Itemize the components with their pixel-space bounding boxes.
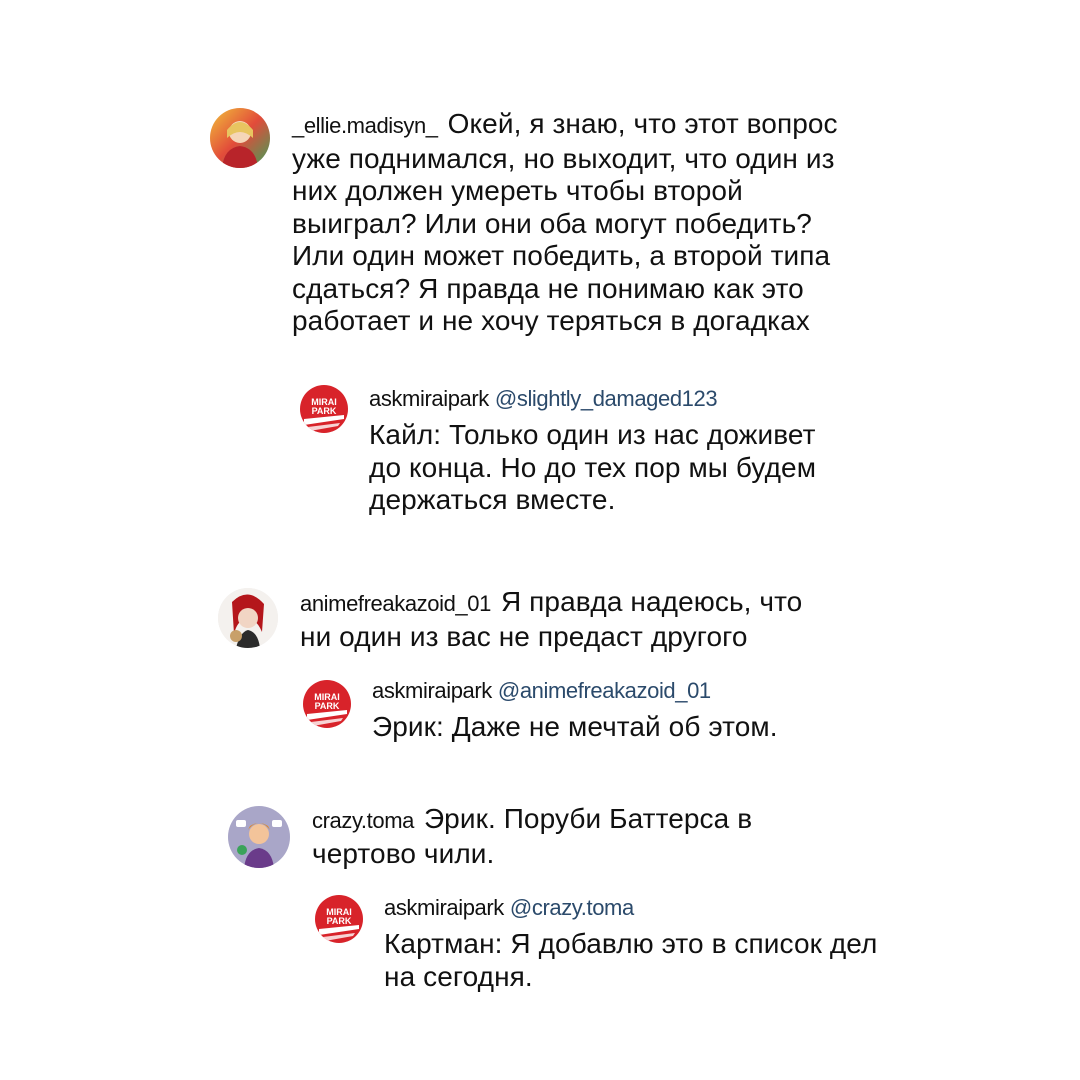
reply-body [372, 677, 852, 744]
ellie-avatar-icon [210, 108, 270, 168]
mirai-park-logo-icon [315, 895, 363, 943]
anime-avatar-icon [218, 588, 278, 648]
reply-username[interactable]: askmiraipark [384, 895, 504, 920]
comment-username[interactable]: animefreakazoid_01 [300, 591, 491, 616]
reply-header [372, 677, 852, 705]
comment-text: Окей, я знаю, что этот вопрос уже поднимался, но выходит, что один из них должен умереть чтобы второй выиграл? Или они оба могут победить? Или один может победить, а второй типа сдаться? Я правда не понимаю как это работает и не хочу теряться в догадках [292, 108, 838, 336]
reply-mention-link[interactable]: @crazy.toma [509, 895, 634, 920]
reply-header [369, 385, 849, 413]
reply-username[interactable]: askmiraipark [372, 678, 492, 703]
comment-username[interactable]: _ellie.madisyn_ [292, 113, 438, 138]
comment-text: Эрик. Поруби Баттерса в чертово чили. [312, 803, 753, 869]
reply-username[interactable]: askmiraipark [369, 386, 489, 411]
reply-body [369, 385, 849, 517]
reply-text: Кайл: Только один из нас доживет до конца. Но до тех пор мы будем держаться вместе. [369, 419, 817, 515]
comment-body [312, 803, 792, 870]
mirai-park-logo-icon [303, 680, 351, 728]
reply-mention-link[interactable]: @animefreakazoid_01 [497, 678, 711, 703]
user-avatar-icon[interactable] [218, 588, 278, 648]
reply-body [384, 894, 904, 993]
logo-text-1: MIRAI [311, 397, 337, 407]
comment-body [292, 108, 852, 338]
brand-avatar-icon[interactable] [303, 680, 351, 728]
logo-text-2: PARK [326, 916, 352, 926]
reply-text: Эрик: Даже не мечтай об этом. [372, 711, 778, 742]
comment-username[interactable]: crazy.toma [312, 808, 414, 833]
reply-header [384, 894, 904, 922]
logo-text-2: PARK [311, 406, 337, 416]
reply-text: Картман: Я добавлю это в список дел на сегодня. [384, 928, 878, 992]
comment-text: Я правда надеюсь, что ни один из вас не предаст другого [300, 586, 803, 652]
toma-avatar-icon [228, 806, 290, 868]
logo-text-1: MIRAI [326, 907, 352, 917]
brand-avatar-icon[interactable] [300, 385, 348, 433]
reply-mention-link[interactable]: @slightly_damaged123 [494, 386, 718, 411]
user-avatar-icon[interactable] [228, 806, 290, 868]
brand-avatar-icon[interactable] [315, 895, 363, 943]
comment-body [300, 586, 820, 653]
mirai-park-logo-icon [300, 385, 348, 433]
logo-text-1: MIRAI [314, 692, 340, 702]
user-avatar-icon[interactable] [210, 108, 270, 168]
logo-text-2: PARK [314, 701, 340, 711]
